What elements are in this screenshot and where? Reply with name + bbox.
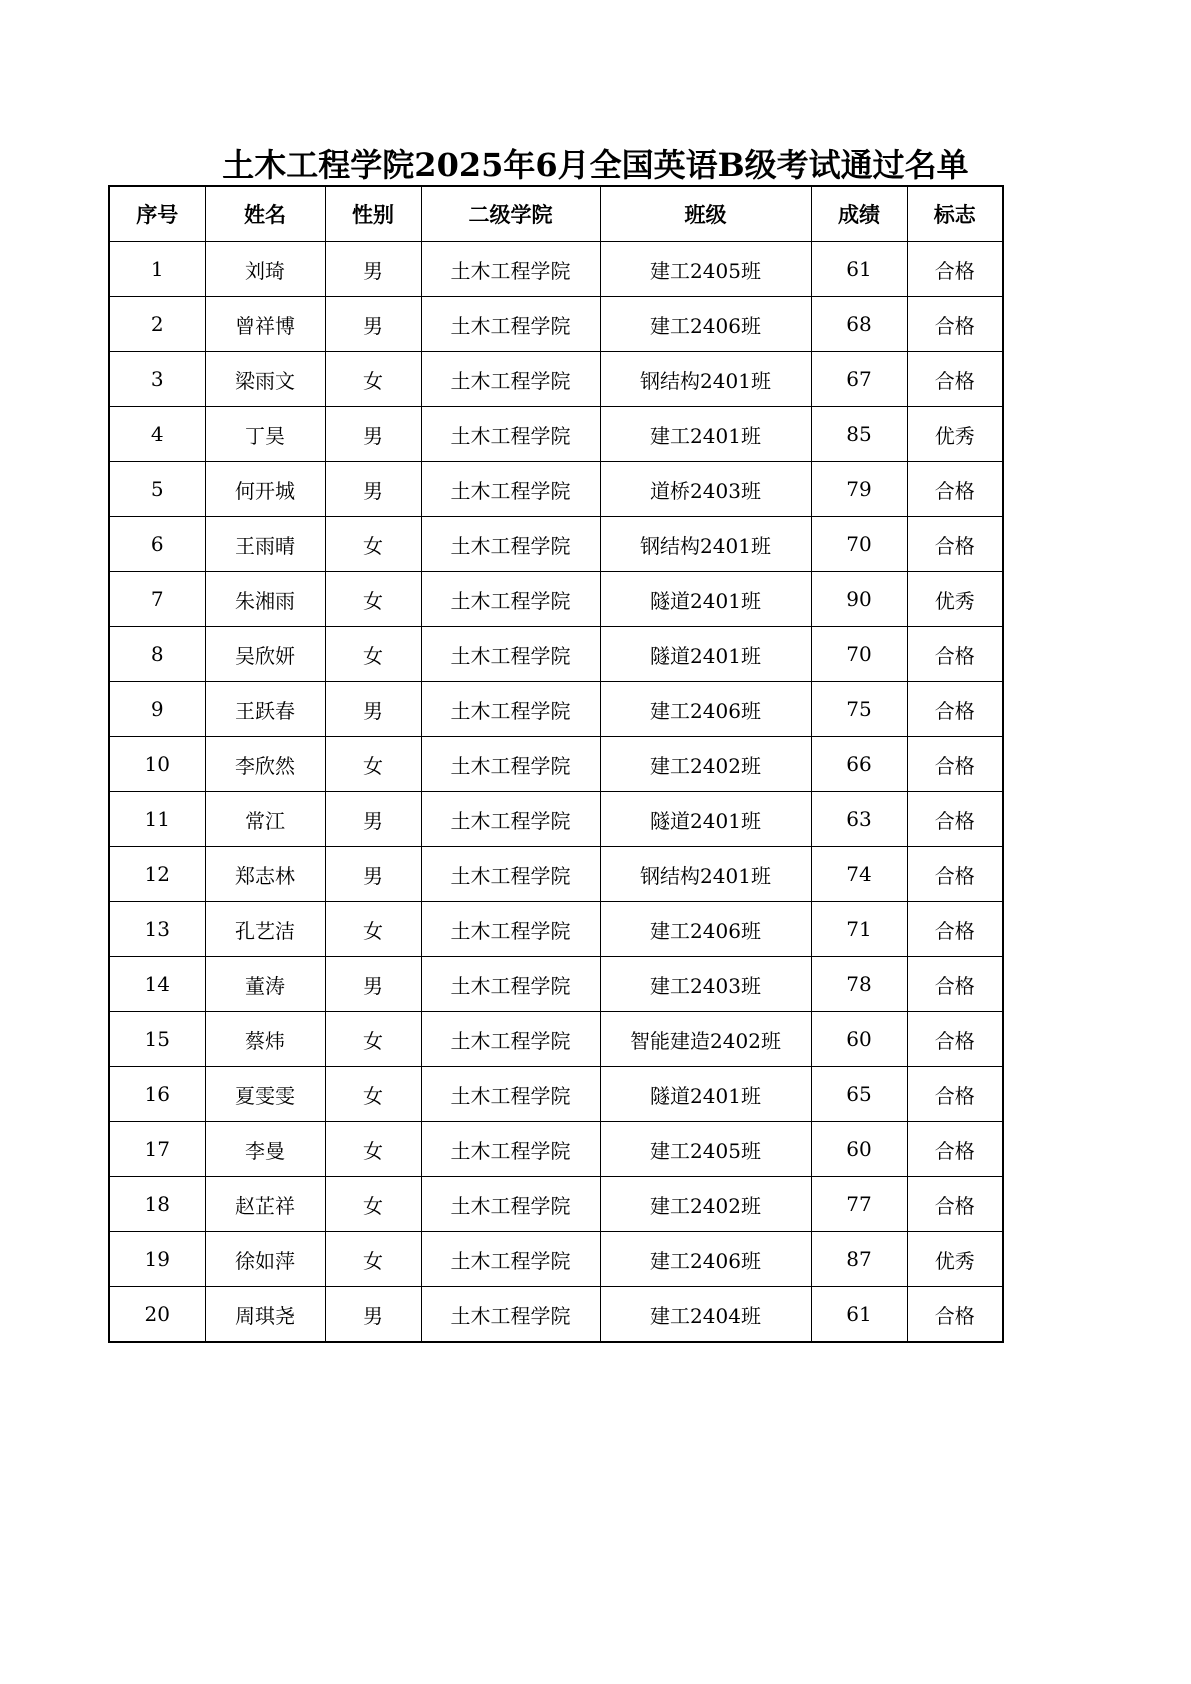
cell-score: 60 bbox=[811, 1012, 907, 1067]
cell-college: 土木工程学院 bbox=[421, 242, 600, 297]
cell-class: 智能建造2402班 bbox=[600, 1012, 811, 1067]
cell-class: 隧道2401班 bbox=[600, 792, 811, 847]
cell-class: 建工2402班 bbox=[600, 1177, 811, 1232]
cell-gender: 男 bbox=[325, 462, 421, 517]
cell-grade: 合格 bbox=[907, 1067, 1003, 1122]
cell-index: 14 bbox=[109, 957, 205, 1012]
cell-grade: 合格 bbox=[907, 297, 1003, 352]
cell-gender: 女 bbox=[325, 1012, 421, 1067]
cell-score: 87 bbox=[811, 1232, 907, 1287]
cell-grade: 合格 bbox=[907, 517, 1003, 572]
cell-name: 丁昊 bbox=[205, 407, 325, 462]
cell-score: 74 bbox=[811, 847, 907, 902]
cell-grade: 合格 bbox=[907, 682, 1003, 737]
cell-gender: 男 bbox=[325, 847, 421, 902]
cell-score: 68 bbox=[811, 297, 907, 352]
cell-college: 土木工程学院 bbox=[421, 1012, 600, 1067]
cell-score: 70 bbox=[811, 627, 907, 682]
cell-grade: 优秀 bbox=[907, 572, 1003, 627]
cell-score: 71 bbox=[811, 902, 907, 957]
cell-name: 夏雯雯 bbox=[205, 1067, 325, 1122]
cell-grade: 合格 bbox=[907, 792, 1003, 847]
cell-score: 78 bbox=[811, 957, 907, 1012]
cell-college: 土木工程学院 bbox=[421, 1122, 600, 1177]
cell-index: 20 bbox=[109, 1287, 205, 1343]
cell-class: 道桥2403班 bbox=[600, 462, 811, 517]
cell-score: 61 bbox=[811, 242, 907, 297]
cell-college: 土木工程学院 bbox=[421, 517, 600, 572]
cell-index: 5 bbox=[109, 462, 205, 517]
table-row bbox=[109, 1122, 1003, 1177]
cell-class: 钢结构2401班 bbox=[600, 352, 811, 407]
table-body bbox=[109, 242, 1003, 1343]
table-row bbox=[109, 407, 1003, 462]
cell-college: 土木工程学院 bbox=[421, 352, 600, 407]
cell-name: 王雨晴 bbox=[205, 517, 325, 572]
cell-name: 徐如萍 bbox=[205, 1232, 325, 1287]
cell-score: 61 bbox=[811, 1287, 907, 1343]
cell-name: 孔艺洁 bbox=[205, 902, 325, 957]
cell-gender: 男 bbox=[325, 297, 421, 352]
cell-name: 曾祥博 bbox=[205, 297, 325, 352]
header-index: 序号 bbox=[109, 186, 205, 242]
cell-score: 70 bbox=[811, 517, 907, 572]
cell-name: 董涛 bbox=[205, 957, 325, 1012]
table-row bbox=[109, 1177, 1003, 1232]
cell-index: 12 bbox=[109, 847, 205, 902]
cell-class: 建工2406班 bbox=[600, 682, 811, 737]
cell-index: 10 bbox=[109, 737, 205, 792]
table-row bbox=[109, 572, 1003, 627]
cell-grade: 合格 bbox=[907, 627, 1003, 682]
cell-class: 建工2406班 bbox=[600, 902, 811, 957]
cell-gender: 女 bbox=[325, 1122, 421, 1177]
cell-college: 土木工程学院 bbox=[421, 1177, 600, 1232]
cell-class: 建工2403班 bbox=[600, 957, 811, 1012]
cell-gender: 男 bbox=[325, 682, 421, 737]
cell-college: 土木工程学院 bbox=[421, 1232, 600, 1287]
cell-college: 土木工程学院 bbox=[421, 792, 600, 847]
cell-grade: 合格 bbox=[907, 737, 1003, 792]
header-score: 成绩 bbox=[811, 186, 907, 242]
cell-grade: 合格 bbox=[907, 352, 1003, 407]
header-gender: 性别 bbox=[325, 186, 421, 242]
cell-gender: 女 bbox=[325, 517, 421, 572]
table-row bbox=[109, 242, 1003, 297]
cell-college: 土木工程学院 bbox=[421, 737, 600, 792]
cell-college: 土木工程学院 bbox=[421, 297, 600, 352]
table-row bbox=[109, 517, 1003, 572]
cell-name: 郑志林 bbox=[205, 847, 325, 902]
cell-class: 隧道2401班 bbox=[600, 627, 811, 682]
header-college: 二级学院 bbox=[421, 186, 600, 242]
cell-grade: 合格 bbox=[907, 902, 1003, 957]
table-row bbox=[109, 737, 1003, 792]
table-row bbox=[109, 462, 1003, 517]
cell-index: 8 bbox=[109, 627, 205, 682]
cell-college: 土木工程学院 bbox=[421, 572, 600, 627]
cell-gender: 女 bbox=[325, 1177, 421, 1232]
cell-index: 7 bbox=[109, 572, 205, 627]
table-row bbox=[109, 1287, 1003, 1343]
cell-score: 67 bbox=[811, 352, 907, 407]
cell-college: 土木工程学院 bbox=[421, 902, 600, 957]
cell-gender: 女 bbox=[325, 1232, 421, 1287]
cell-class: 钢结构2401班 bbox=[600, 847, 811, 902]
cell-score: 90 bbox=[811, 572, 907, 627]
cell-score: 60 bbox=[811, 1122, 907, 1177]
cell-gender: 男 bbox=[325, 407, 421, 462]
table-row bbox=[109, 627, 1003, 682]
cell-gender: 男 bbox=[325, 957, 421, 1012]
table-row bbox=[109, 1012, 1003, 1067]
table-row bbox=[109, 902, 1003, 957]
cell-grade: 合格 bbox=[907, 957, 1003, 1012]
cell-score: 66 bbox=[811, 737, 907, 792]
cell-score: 85 bbox=[811, 407, 907, 462]
table-row bbox=[109, 352, 1003, 407]
cell-index: 2 bbox=[109, 297, 205, 352]
cell-index: 4 bbox=[109, 407, 205, 462]
cell-college: 土木工程学院 bbox=[421, 957, 600, 1012]
cell-college: 土木工程学院 bbox=[421, 407, 600, 462]
cell-grade: 合格 bbox=[907, 242, 1003, 297]
table-row bbox=[109, 682, 1003, 737]
cell-score: 75 bbox=[811, 682, 907, 737]
cell-gender: 男 bbox=[325, 1287, 421, 1343]
cell-gender: 女 bbox=[325, 627, 421, 682]
page-title: 土木工程学院2025年6月全国英语B级考试通过名单 bbox=[222, 146, 969, 184]
cell-name: 周琪尧 bbox=[205, 1287, 325, 1343]
cell-index: 13 bbox=[109, 902, 205, 957]
table-row bbox=[109, 297, 1003, 352]
cell-grade: 合格 bbox=[907, 1287, 1003, 1343]
header-name: 姓名 bbox=[205, 186, 325, 242]
cell-name: 李欣然 bbox=[205, 737, 325, 792]
cell-class: 建工2404班 bbox=[600, 1287, 811, 1343]
cell-grade: 优秀 bbox=[907, 1232, 1003, 1287]
cell-grade: 合格 bbox=[907, 1177, 1003, 1232]
cell-class: 建工2402班 bbox=[600, 737, 811, 792]
cell-grade: 合格 bbox=[907, 1012, 1003, 1067]
cell-gender: 男 bbox=[325, 242, 421, 297]
cell-class: 钢结构2401班 bbox=[600, 517, 811, 572]
cell-college: 土木工程学院 bbox=[421, 847, 600, 902]
cell-gender: 男 bbox=[325, 792, 421, 847]
cell-gender: 女 bbox=[325, 1067, 421, 1122]
cell-index: 6 bbox=[109, 517, 205, 572]
cell-college: 土木工程学院 bbox=[421, 1067, 600, 1122]
cell-college: 土木工程学院 bbox=[421, 1287, 600, 1343]
cell-index: 15 bbox=[109, 1012, 205, 1067]
cell-index: 16 bbox=[109, 1067, 205, 1122]
table-row bbox=[109, 847, 1003, 902]
cell-class: 建工2401班 bbox=[600, 407, 811, 462]
cell-name: 王跃春 bbox=[205, 682, 325, 737]
cell-index: 3 bbox=[109, 352, 205, 407]
table-row bbox=[109, 1232, 1003, 1287]
table-header-row bbox=[109, 186, 1003, 242]
cell-index: 11 bbox=[109, 792, 205, 847]
cell-class: 隧道2401班 bbox=[600, 1067, 811, 1122]
header-class: 班级 bbox=[600, 186, 811, 242]
cell-grade: 合格 bbox=[907, 847, 1003, 902]
cell-score: 65 bbox=[811, 1067, 907, 1122]
cell-class: 建工2406班 bbox=[600, 297, 811, 352]
cell-name: 常江 bbox=[205, 792, 325, 847]
table-row bbox=[109, 957, 1003, 1012]
cell-score: 77 bbox=[811, 1177, 907, 1232]
cell-college: 土木工程学院 bbox=[421, 627, 600, 682]
cell-class: 建工2406班 bbox=[600, 1232, 811, 1287]
cell-index: 1 bbox=[109, 242, 205, 297]
cell-grade: 优秀 bbox=[907, 407, 1003, 462]
cell-index: 18 bbox=[109, 1177, 205, 1232]
cell-name: 朱湘雨 bbox=[205, 572, 325, 627]
cell-class: 建工2405班 bbox=[600, 242, 811, 297]
cell-index: 17 bbox=[109, 1122, 205, 1177]
cell-index: 9 bbox=[109, 682, 205, 737]
cell-name: 蔡炜 bbox=[205, 1012, 325, 1067]
table-row bbox=[109, 792, 1003, 847]
cell-gender: 女 bbox=[325, 902, 421, 957]
cell-name: 刘琦 bbox=[205, 242, 325, 297]
cell-name: 赵芷祥 bbox=[205, 1177, 325, 1232]
cell-name: 吴欣妍 bbox=[205, 627, 325, 682]
cell-class: 建工2405班 bbox=[600, 1122, 811, 1177]
cell-grade: 合格 bbox=[907, 1122, 1003, 1177]
cell-college: 土木工程学院 bbox=[421, 462, 600, 517]
cell-gender: 女 bbox=[325, 352, 421, 407]
cell-score: 63 bbox=[811, 792, 907, 847]
table-row bbox=[109, 1067, 1003, 1122]
cell-name: 李曼 bbox=[205, 1122, 325, 1177]
cell-score: 79 bbox=[811, 462, 907, 517]
cell-name: 何开城 bbox=[205, 462, 325, 517]
cell-gender: 女 bbox=[325, 572, 421, 627]
cell-college: 土木工程学院 bbox=[421, 682, 600, 737]
header-grade: 标志 bbox=[907, 186, 1003, 242]
cell-class: 隧道2401班 bbox=[600, 572, 811, 627]
results-table bbox=[108, 185, 1004, 1343]
cell-grade: 合格 bbox=[907, 462, 1003, 517]
cell-index: 19 bbox=[109, 1232, 205, 1287]
cell-name: 梁雨文 bbox=[205, 352, 325, 407]
cell-gender: 女 bbox=[325, 737, 421, 792]
